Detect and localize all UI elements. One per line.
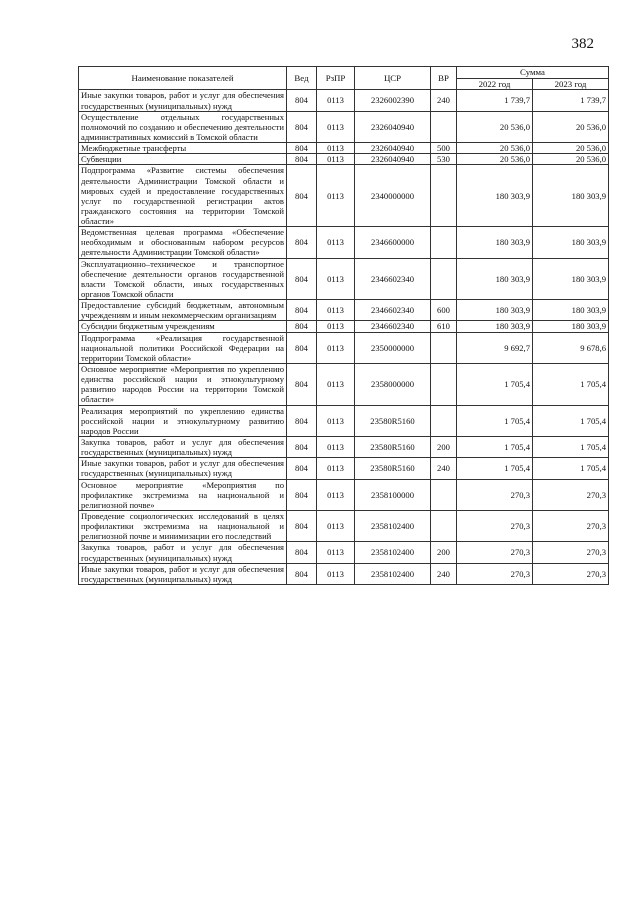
cell-csr: 2350000000: [355, 332, 431, 363]
cell-sum-2023: 180 303,9: [533, 300, 609, 321]
cell-name: Осуществление отдельных государственных полномочий по созданию и обеспечению деятельности административных комиссий в Томской области: [79, 111, 287, 142]
cell-name: Иные закупки товаров, работ и услуг для обеспечения государственных (муниципальных) нужд: [79, 458, 287, 479]
cell-vr: 200: [431, 542, 457, 563]
cell-vr: 500: [431, 143, 457, 154]
cell-rzpr: 0113: [317, 300, 355, 321]
table-row: [79, 165, 609, 227]
table-row: [79, 364, 609, 406]
cell-vr: 240: [431, 90, 457, 111]
table-row: [79, 111, 609, 142]
cell-csr: 2358000000: [355, 364, 431, 406]
cell-name: Субсидии бюджетным учреждениям: [79, 321, 287, 332]
cell-ved: 804: [287, 479, 317, 510]
cell-sum-2023: 20 536,0: [533, 143, 609, 154]
header-year-2023: 2023 год: [533, 79, 609, 90]
header-ved: Вед: [287, 67, 317, 90]
cell-csr: 2358102400: [355, 511, 431, 542]
cell-rzpr: 0113: [317, 364, 355, 406]
budget-table: [78, 66, 609, 585]
cell-sum-2022: 1 705,4: [457, 405, 533, 436]
cell-rzpr: 0113: [317, 154, 355, 165]
cell-csr: 2340000000: [355, 165, 431, 227]
cell-vr: [431, 479, 457, 510]
cell-vr: [431, 332, 457, 363]
cell-csr: 2326040940: [355, 154, 431, 165]
cell-sum-2023: 1 739,7: [533, 90, 609, 111]
cell-sum-2023: 20 536,0: [533, 154, 609, 165]
header-year-2022: 2022 год: [457, 79, 533, 90]
table-row: [79, 321, 609, 332]
cell-rzpr: 0113: [317, 165, 355, 227]
cell-vr: 200: [431, 437, 457, 458]
cell-rzpr: 0113: [317, 542, 355, 563]
cell-csr: 23580R5160: [355, 437, 431, 458]
cell-ved: 804: [287, 90, 317, 111]
cell-sum-2022: 180 303,9: [457, 227, 533, 258]
table-header: [79, 67, 609, 90]
cell-sum-2023: 20 536,0: [533, 111, 609, 142]
cell-rzpr: 0113: [317, 405, 355, 436]
cell-rzpr: 0113: [317, 321, 355, 332]
cell-ved: 804: [287, 154, 317, 165]
cell-csr: 23580R5160: [355, 405, 431, 436]
cell-sum-2022: 20 536,0: [457, 111, 533, 142]
cell-csr: 2326002390: [355, 90, 431, 111]
cell-sum-2022: 180 303,9: [457, 300, 533, 321]
header-csr: ЦСР: [355, 67, 431, 90]
cell-sum-2023: 270,3: [533, 542, 609, 563]
cell-sum-2022: 180 303,9: [457, 165, 533, 227]
table-row: [79, 143, 609, 154]
cell-name: Закупка товаров, работ и услуг для обеспечения государственных (муниципальных) нужд: [79, 542, 287, 563]
cell-ved: 804: [287, 227, 317, 258]
cell-name: Эксплуатационно–техническое и транспортное обеспечение деятельности органов государственной власти Томской области, иных государственных органов Томской области: [79, 258, 287, 300]
cell-name: Подпрограмма «Развитие системы обеспечения деятельности Администрации Томской области и мировых судей и предоставление государственных услуг по государственной регистрации актов гражданского состояния на территории Томской области»: [79, 165, 287, 227]
cell-sum-2023: 9 678,6: [533, 332, 609, 363]
table-body: [79, 90, 609, 585]
cell-sum-2022: 270,3: [457, 511, 533, 542]
cell-sum-2023: 180 303,9: [533, 258, 609, 300]
cell-vr: 240: [431, 563, 457, 584]
table-row: [79, 405, 609, 436]
cell-ved: 804: [287, 364, 317, 406]
cell-rzpr: 0113: [317, 258, 355, 300]
cell-vr: [431, 258, 457, 300]
cell-sum-2022: 180 303,9: [457, 258, 533, 300]
cell-sum-2023: 270,3: [533, 479, 609, 510]
cell-name: Иные закупки товаров, работ и услуг для обеспечения государственных (муниципальных) нужд: [79, 90, 287, 111]
cell-rzpr: 0113: [317, 332, 355, 363]
cell-rzpr: 0113: [317, 437, 355, 458]
cell-sum-2023: 1 705,4: [533, 364, 609, 406]
table-row: [79, 258, 609, 300]
cell-name: Субвенции: [79, 154, 287, 165]
cell-vr: [431, 165, 457, 227]
cell-ved: 804: [287, 143, 317, 154]
cell-sum-2023: 180 303,9: [533, 321, 609, 332]
cell-name: Предоставление субсидий бюджетным, автономным учреждениям и иным некоммерческим организациям: [79, 300, 287, 321]
cell-name: Основное мероприятие «Мероприятия по профилактике экстремизма на национальной и религиозной почве»: [79, 479, 287, 510]
cell-name: Межбюджетные трансферты: [79, 143, 287, 154]
cell-sum-2023: 1 705,4: [533, 437, 609, 458]
cell-sum-2022: 9 692,7: [457, 332, 533, 363]
cell-sum-2023: 270,3: [533, 563, 609, 584]
cell-csr: 2358102400: [355, 563, 431, 584]
cell-ved: 804: [287, 458, 317, 479]
cell-sum-2023: 1 705,4: [533, 458, 609, 479]
table-row: [79, 479, 609, 510]
cell-ved: 804: [287, 111, 317, 142]
table-row: [79, 542, 609, 563]
header-rzpr: РзПР: [317, 67, 355, 90]
cell-name: Подпрограмма «Реализация государственной национальной политики Российской Федерации на территории Томской области»: [79, 332, 287, 363]
cell-rzpr: 0113: [317, 479, 355, 510]
cell-sum-2022: 20 536,0: [457, 143, 533, 154]
cell-vr: 240: [431, 458, 457, 479]
table-row: [79, 437, 609, 458]
cell-csr: 23580R5160: [355, 458, 431, 479]
cell-csr: 2346602340: [355, 300, 431, 321]
cell-name: Основное мероприятие «Мероприятия по укреплению единства российской нации и этнокультурному развитию народов России на территории Томской области»: [79, 364, 287, 406]
cell-rzpr: 0113: [317, 143, 355, 154]
cell-sum-2022: 270,3: [457, 542, 533, 563]
cell-name: Иные закупки товаров, работ и услуг для обеспечения государственных (муниципальных) нужд: [79, 563, 287, 584]
cell-csr: 2326040940: [355, 143, 431, 154]
header-sum: Сумма: [457, 67, 609, 79]
cell-vr: [431, 511, 457, 542]
cell-ved: 804: [287, 321, 317, 332]
cell-sum-2022: 180 303,9: [457, 321, 533, 332]
cell-vr: 600: [431, 300, 457, 321]
cell-name: Реализация мероприятий по укреплению единства российской нации и этнокультурному развитию народов России: [79, 405, 287, 436]
cell-sum-2023: 270,3: [533, 511, 609, 542]
cell-sum-2022: 270,3: [457, 563, 533, 584]
table-row: [79, 563, 609, 584]
table-row: [79, 458, 609, 479]
cell-sum-2022: 20 536,0: [457, 154, 533, 165]
cell-ved: 804: [287, 563, 317, 584]
cell-ved: 804: [287, 258, 317, 300]
table-row: [79, 227, 609, 258]
cell-vr: [431, 111, 457, 142]
cell-vr: 530: [431, 154, 457, 165]
cell-sum-2022: 1 705,4: [457, 437, 533, 458]
header-name: Наименование показателей: [79, 67, 287, 90]
cell-sum-2022: 270,3: [457, 479, 533, 510]
cell-vr: [431, 405, 457, 436]
table-row: [79, 154, 609, 165]
table-row: [79, 511, 609, 542]
page-number: 382: [571, 36, 594, 52]
cell-name: Проведение социологических исследований в целях профилактики экстремизма на национальной и религиозной почве и минимизации его последствий: [79, 511, 287, 542]
cell-rzpr: 0113: [317, 90, 355, 111]
cell-ved: 804: [287, 437, 317, 458]
cell-sum-2022: 1 705,4: [457, 458, 533, 479]
cell-rzpr: 0113: [317, 458, 355, 479]
cell-ved: 804: [287, 542, 317, 563]
cell-csr: 2346602340: [355, 258, 431, 300]
cell-sum-2023: 1 705,4: [533, 405, 609, 436]
cell-csr: 2346600000: [355, 227, 431, 258]
cell-ved: 804: [287, 511, 317, 542]
cell-sum-2023: 180 303,9: [533, 227, 609, 258]
cell-csr: 2358102400: [355, 542, 431, 563]
cell-sum-2023: 180 303,9: [533, 165, 609, 227]
cell-rzpr: 0113: [317, 227, 355, 258]
cell-ved: 804: [287, 332, 317, 363]
cell-sum-2022: 1 705,4: [457, 364, 533, 406]
header-vr: ВР: [431, 67, 457, 90]
cell-csr: 2358100000: [355, 479, 431, 510]
cell-rzpr: 0113: [317, 511, 355, 542]
cell-ved: 804: [287, 405, 317, 436]
table-row: [79, 90, 609, 111]
cell-rzpr: 0113: [317, 111, 355, 142]
cell-csr: 2346602340: [355, 321, 431, 332]
cell-name: Ведомственная целевая программа «Обеспечение необходимым и обоснованным набором ресурсов деятельности Администрации Томской области»: [79, 227, 287, 258]
cell-vr: [431, 364, 457, 406]
cell-rzpr: 0113: [317, 563, 355, 584]
cell-csr: 2326040940: [355, 111, 431, 142]
table-row: [79, 332, 609, 363]
cell-vr: 610: [431, 321, 457, 332]
cell-ved: 804: [287, 300, 317, 321]
cell-name: Закупка товаров, работ и услуг для обеспечения государственных (муниципальных) нужд: [79, 437, 287, 458]
cell-vr: [431, 227, 457, 258]
table-row: [79, 300, 609, 321]
cell-sum-2022: 1 739,7: [457, 90, 533, 111]
cell-ved: 804: [287, 165, 317, 227]
